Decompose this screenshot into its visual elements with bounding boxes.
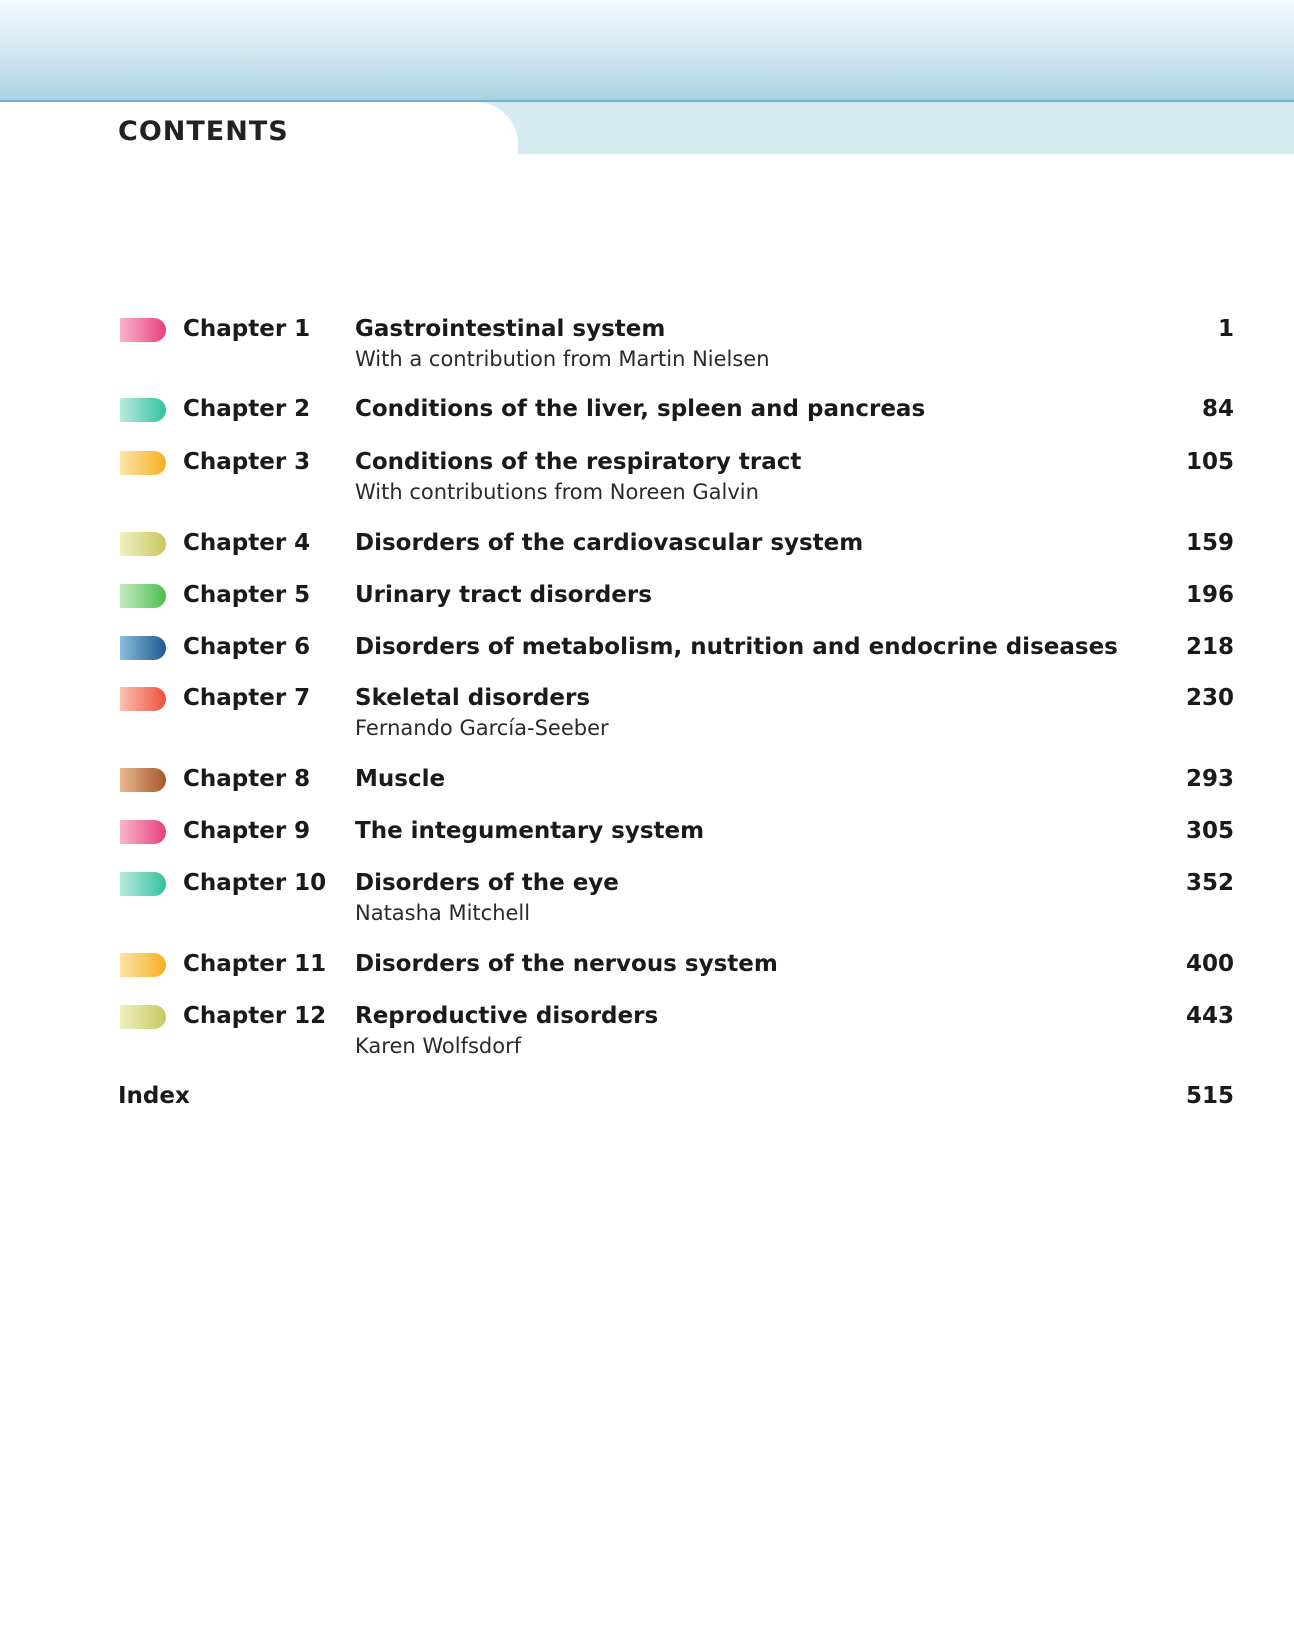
chapter-contributor: Karen Wolfsdorf	[355, 1034, 522, 1058]
chapter-page-number: 293	[1185, 766, 1234, 792]
chapter-label: Chapter 6	[183, 634, 311, 660]
chapter-color-tab-icon	[120, 636, 166, 660]
toc-entry[interactable]	[0, 818, 1294, 858]
chapter-label: Chapter 7	[183, 685, 311, 711]
chapter-color-tab-icon	[120, 953, 166, 977]
chapter-title[interactable]: Conditions of the respiratory tract	[355, 449, 802, 475]
toc-entry[interactable]	[0, 530, 1294, 570]
toc-entry[interactable]	[0, 685, 1294, 740]
chapter-color-tab-icon	[120, 318, 166, 342]
chapter-color-tab-icon	[120, 820, 166, 844]
chapter-label: Chapter 8	[183, 766, 311, 792]
chapter-contributor: With contributions from Noreen Galvin	[355, 480, 759, 504]
chapter-color-tab-icon	[120, 532, 166, 556]
header-band	[0, 0, 1294, 102]
chapter-page-number: 105	[1185, 449, 1234, 475]
chapter-label: Chapter 1	[183, 316, 311, 342]
chapter-page-number: 305	[1185, 818, 1234, 844]
chapter-label: Chapter 11	[183, 951, 327, 977]
chapter-color-tab-icon	[120, 584, 166, 608]
toc-index-entry[interactable]	[0, 1083, 1294, 1123]
chapter-color-tab-icon	[120, 872, 166, 896]
toc-entry[interactable]	[0, 870, 1294, 925]
index-label: Index	[118, 1083, 190, 1109]
toc-entry[interactable]	[0, 951, 1294, 991]
chapter-label: Chapter 2	[183, 396, 311, 422]
chapter-page-number: 1	[1217, 316, 1234, 342]
chapter-label: Chapter 9	[183, 818, 311, 844]
toc-entry[interactable]	[0, 316, 1294, 371]
chapter-title[interactable]: Disorders of the cardiovascular system	[355, 530, 864, 556]
chapter-title[interactable]: Urinary tract disorders	[355, 582, 652, 608]
chapter-label: Chapter 10	[183, 870, 327, 896]
chapter-color-tab-icon	[120, 398, 166, 422]
toc-entry[interactable]	[0, 766, 1294, 806]
chapter-color-tab-icon	[120, 451, 166, 475]
chapter-contributor: Natasha Mitchell	[355, 901, 531, 925]
chapter-label: Chapter 12	[183, 1003, 327, 1029]
chapter-page-number: 159	[1185, 530, 1234, 556]
toc-entry[interactable]	[0, 1003, 1294, 1058]
chapter-title[interactable]: Reproductive disorders	[355, 1003, 659, 1029]
toc-entry[interactable]	[0, 634, 1294, 674]
chapter-page-number: 196	[1185, 582, 1234, 608]
chapter-page-number: 84	[1201, 396, 1234, 422]
chapter-title[interactable]: Conditions of the liver, spleen and pancreas	[355, 396, 926, 422]
chapter-title[interactable]: Disorders of the eye	[355, 870, 619, 896]
chapter-label: Chapter 5	[183, 582, 311, 608]
chapter-title[interactable]: Skeletal disorders	[355, 685, 591, 711]
chapter-page-number: 230	[1185, 685, 1234, 711]
chapter-page-number: 400	[1185, 951, 1234, 977]
page-title: CONTENTS	[118, 116, 289, 147]
toc-entry[interactable]	[0, 449, 1294, 504]
chapter-color-tab-icon	[120, 687, 166, 711]
chapter-color-tab-icon	[120, 768, 166, 792]
chapter-page-number: 443	[1185, 1003, 1234, 1029]
chapter-title[interactable]: The integumentary system	[355, 818, 705, 844]
chapter-label: Chapter 4	[183, 530, 311, 556]
chapter-label: Chapter 3	[183, 449, 311, 475]
chapter-contributor: Fernando García-Seeber	[355, 716, 609, 740]
toc-entry[interactable]	[0, 396, 1294, 436]
chapter-page-number: 352	[1185, 870, 1234, 896]
toc-entry[interactable]	[0, 582, 1294, 622]
chapter-title[interactable]: Disorders of the nervous system	[355, 951, 778, 977]
chapter-contributor: With a contribution from Martin Nielsen	[355, 347, 770, 371]
chapter-title[interactable]: Muscle	[355, 766, 446, 792]
index-page-number: 515	[1185, 1083, 1234, 1109]
chapter-title[interactable]: Disorders of metabolism, nutrition and endocrine diseases	[355, 634, 1118, 660]
chapter-title[interactable]: Gastrointestinal system	[355, 316, 666, 342]
chapter-color-tab-icon	[120, 1005, 166, 1029]
chapter-page-number: 218	[1185, 634, 1234, 660]
